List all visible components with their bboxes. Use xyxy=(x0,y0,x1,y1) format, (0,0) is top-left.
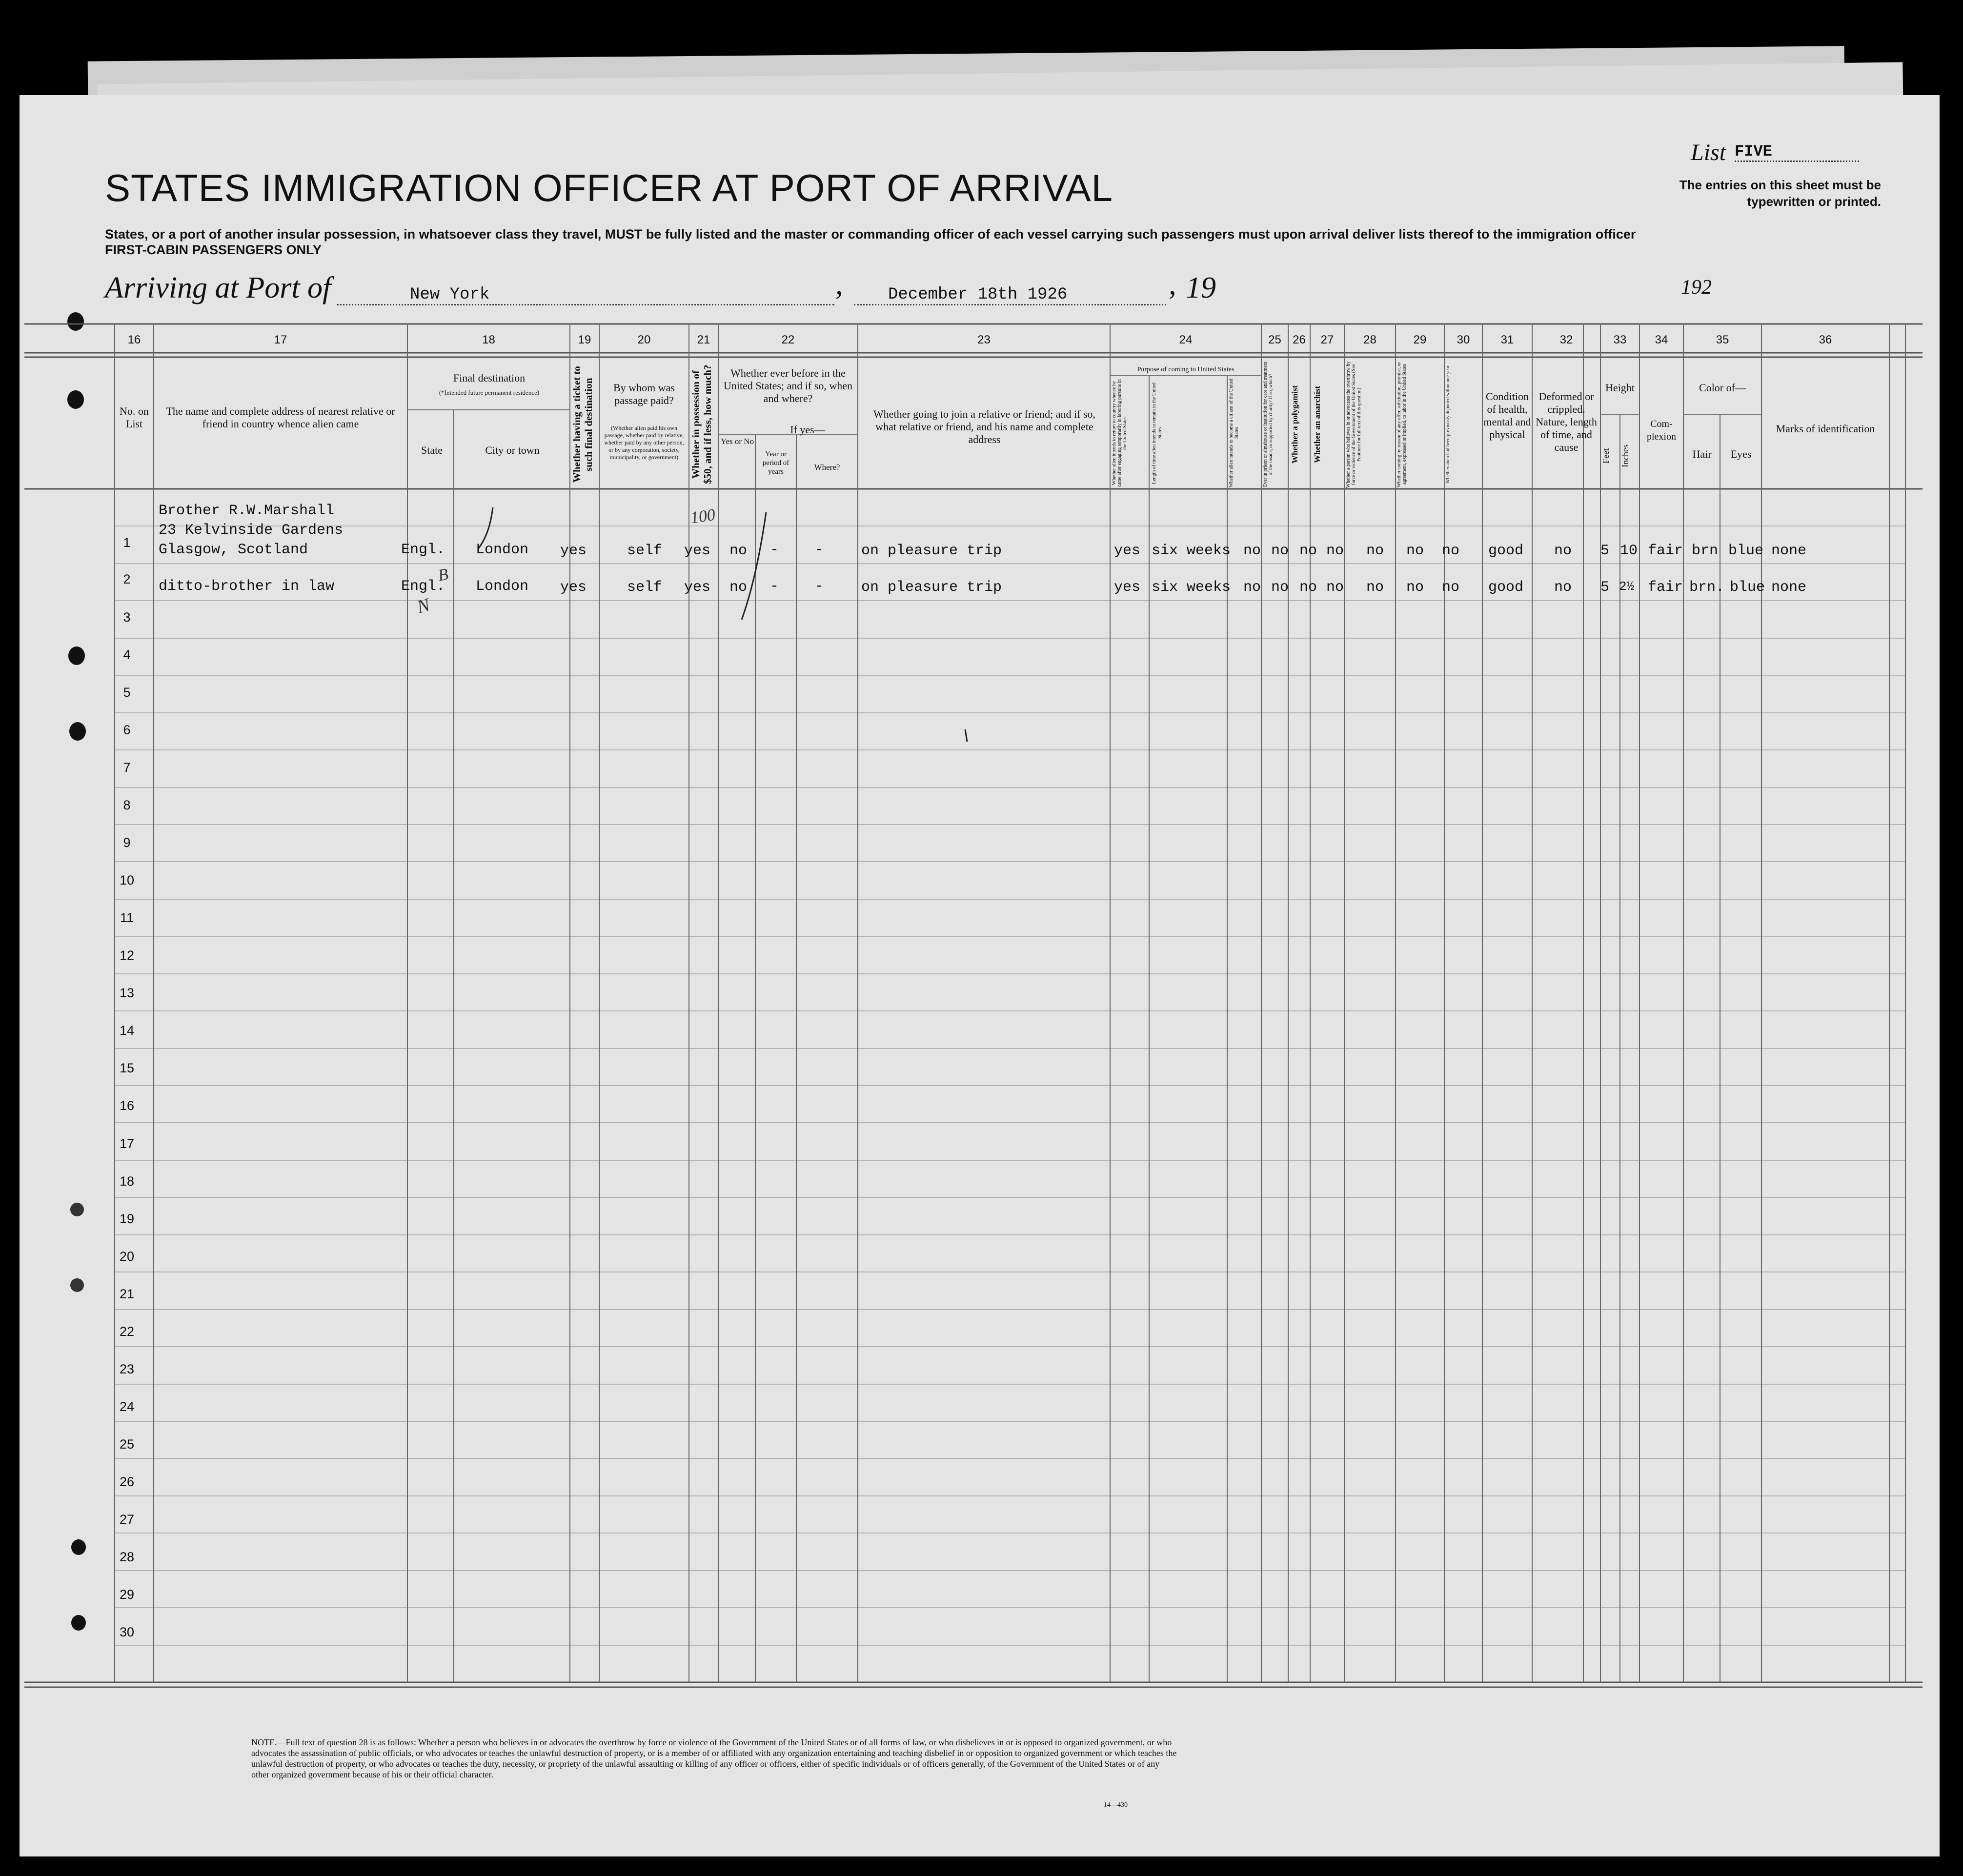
arriving-port-label: Arriving at Port of xyxy=(105,271,331,304)
handwritten-state-mark-2: B xyxy=(436,565,450,585)
header-purpose-citizen: Whether alien intends to become a citizen of the United States xyxy=(1229,379,1239,487)
col-number: 24 xyxy=(1179,333,1193,346)
row-number: 29 xyxy=(119,1587,135,1602)
col-number: 18 xyxy=(482,333,495,346)
comma: , xyxy=(1169,268,1176,301)
header-purpose: Purpose of coming to United States xyxy=(1137,366,1234,373)
row1-eyes: blue xyxy=(1728,543,1764,559)
row2-years: - xyxy=(770,578,779,595)
list-number-value: FIVE xyxy=(1735,142,1859,162)
row1-hair: brn xyxy=(1692,543,1719,559)
header-if-yes: If yes— xyxy=(790,424,825,436)
row1-complexion: fair xyxy=(1648,543,1683,559)
list-label: List xyxy=(1691,140,1726,165)
header-final-destination-sub: (*Intended future permanent residence) xyxy=(439,389,540,396)
row-number: 25 xyxy=(119,1437,135,1452)
col-number: 30 xyxy=(1457,333,1470,346)
row-number: 20 xyxy=(119,1249,135,1264)
row2-complexion: fair xyxy=(1648,579,1683,596)
row-number: 14 xyxy=(119,1023,135,1038)
row2-inches: 2½ xyxy=(1619,579,1635,594)
row2-where: - xyxy=(815,578,824,595)
header-complexion: Com- plexion xyxy=(1647,419,1676,442)
row-number: 16 xyxy=(119,1098,135,1113)
header-polygamist: Whether a polygamist xyxy=(1290,385,1299,464)
col-number: 19 xyxy=(578,333,591,346)
header-ticket: Whether having a ticket to such final destination xyxy=(571,366,594,483)
row2-before: no xyxy=(729,579,748,596)
row2-q28: no xyxy=(1366,579,1384,596)
header-purpose-return: Whether alien intends to return to country whence he came after engaging temporarily in laboring pursuits in the United States xyxy=(1112,379,1128,487)
header-deformed: Deformed or crippled. Nature, length of time, and cause xyxy=(1536,390,1597,453)
row2-deformed: no xyxy=(1554,579,1572,596)
row1-health: good xyxy=(1488,543,1524,559)
row2-fifty: yes xyxy=(684,579,711,596)
header-color-of: Color of— xyxy=(1699,382,1746,394)
row1-where: - xyxy=(815,542,824,558)
row2-return: yes xyxy=(1114,579,1141,596)
header-no-on-list: No. on List xyxy=(120,405,149,430)
row2-ticket: yes xyxy=(560,579,587,596)
row1-inches: 10 xyxy=(1620,543,1638,559)
row2-passage-paid: self xyxy=(627,579,663,596)
header-eyes: Eyes xyxy=(1730,448,1752,460)
row-number: 21 xyxy=(119,1287,135,1301)
handwritten-number: 192 xyxy=(1681,276,1712,299)
port-value: New York xyxy=(337,285,834,305)
row-number: 10 xyxy=(119,873,135,888)
row1-city: London xyxy=(476,542,529,558)
page-title: STATES IMMIGRATION OFFICER AT PORT OF ARRIVAL xyxy=(105,166,1113,209)
header-inches: Inches xyxy=(1620,444,1630,468)
row1-years: - xyxy=(770,542,779,558)
row2-q30: no xyxy=(1442,579,1460,596)
row-number: 18 xyxy=(119,1174,135,1189)
header-passage-paid: By whom was passage paid? xyxy=(613,382,675,406)
header-condition: Condition of health, mental and physical xyxy=(1483,390,1531,441)
arrival-date: December 18th 1926 xyxy=(854,285,1166,305)
header-city: City or town xyxy=(485,444,540,456)
row1-q30: no xyxy=(1442,543,1460,559)
col-number: 31 xyxy=(1500,333,1514,346)
header-feet: Feet xyxy=(1601,448,1611,464)
header-nearest-relative: The name and complete address of nearest relative or friend in country whence alien came xyxy=(166,405,395,430)
header-final-destination: Final destination xyxy=(453,372,526,384)
row-number: 6 xyxy=(123,723,131,737)
col-number: 34 xyxy=(1655,333,1668,346)
row-number: 12 xyxy=(119,948,135,963)
row-number: 1 xyxy=(123,535,131,550)
header-question-28: Whether a person who believes in or advocates the overthrow by force or violence of the Government of the United States (See Footnote for full text of this question) xyxy=(1346,361,1362,488)
row-number: 30 xyxy=(119,1625,135,1639)
header-state: State xyxy=(421,444,443,456)
row-number: 19 xyxy=(119,1211,135,1226)
handwritten-state-mark: N xyxy=(414,594,432,618)
col-number: 32 xyxy=(1559,333,1573,346)
row-number: 4 xyxy=(123,647,131,662)
header-marks: Marks of identification xyxy=(1776,423,1875,435)
first-cabin-label: FIRST-CABIN PASSENGERS ONLY xyxy=(105,242,322,257)
row2-health: good xyxy=(1488,579,1524,596)
row-number: 27 xyxy=(119,1512,135,1527)
typewritten-note: The entries on this sheet must be typewritten or printed. xyxy=(1679,178,1881,209)
col-number: 21 xyxy=(697,333,710,346)
row1-polygamist: no xyxy=(1299,543,1317,559)
row-number: 5 xyxy=(123,685,131,700)
row1-marks: none xyxy=(1771,543,1807,559)
row2-eyes: blue xyxy=(1730,579,1765,596)
row-number: 7 xyxy=(123,760,131,775)
header-hair: Hair xyxy=(1692,448,1712,460)
col-number: 23 xyxy=(977,333,991,346)
header-before-in-us: Whether ever before in the United States; and if so, when and where? xyxy=(724,367,852,404)
row-number: 23 xyxy=(119,1362,135,1376)
row-number: 15 xyxy=(119,1061,135,1075)
row1-deformed: no xyxy=(1554,543,1572,559)
row1-citizen: no xyxy=(1243,543,1261,559)
row2-city: London xyxy=(476,578,529,595)
col-number: 35 xyxy=(1716,333,1729,346)
row2-hair: brn. xyxy=(1689,579,1725,596)
row1-q29: no xyxy=(1406,543,1424,559)
header-passage-paid-sub: (Whether alien paid his own passage, whether paid by relative, whether paid by any other person, or by any corporation, society, municipality, or government) xyxy=(604,424,684,461)
row2-prison: no xyxy=(1271,579,1289,596)
row1-feet: 5 xyxy=(1600,543,1610,559)
row1-return: yes xyxy=(1114,543,1141,559)
row1-relative-line3: Glasgow, Scotland xyxy=(159,542,308,558)
notice-text: States, or a port of another insular possession, in whatsoever class they travel, MUST be fully listed and the master or commanding officer of each vessel carrying such passengers must upon arrival deliver lists thereof to the immigration officer xyxy=(105,227,1636,242)
row-number: 2 xyxy=(123,572,131,586)
row-number: 17 xyxy=(119,1136,135,1151)
header-purpose-length: Length of time alien intends to remain in the United States xyxy=(1152,382,1163,484)
row1-q28: no xyxy=(1366,543,1384,559)
comma: , xyxy=(835,268,843,301)
header-where: Where? xyxy=(814,463,840,472)
col-number: 33 xyxy=(1613,333,1627,346)
row2-feet: 5 xyxy=(1600,579,1610,596)
row-number: 13 xyxy=(119,986,135,1000)
row2-length: six weeks xyxy=(1152,579,1231,596)
row1-relative-line1: Brother R.W.Marshall xyxy=(159,503,335,519)
col-number: 17 xyxy=(274,333,287,346)
col-number: 26 xyxy=(1293,333,1306,346)
row-number: 22 xyxy=(119,1324,135,1339)
row1-join: on pleasure trip xyxy=(861,543,1002,559)
row1-passage-paid: self xyxy=(627,543,663,559)
col-number: 36 xyxy=(1819,333,1832,346)
row2-q29: no xyxy=(1406,579,1424,596)
row-number: 9 xyxy=(123,835,131,850)
row1-before: no xyxy=(729,543,748,559)
row2-state: Engl. xyxy=(401,578,445,595)
header-year-period: Year or period of years xyxy=(762,450,789,476)
header-height: Height xyxy=(1605,382,1635,394)
handwritten-amount: 100 xyxy=(689,505,717,527)
row1-ticket: yes xyxy=(560,543,587,559)
row-number: 24 xyxy=(119,1399,135,1414)
header-prison: Ever in prison or almshouse or institution for care and treatment of the insane, or supported by charity? If so, which? xyxy=(1263,362,1274,487)
form-number: 14—430 xyxy=(1104,1801,1128,1809)
col-number: 20 xyxy=(637,333,651,346)
col-number: 29 xyxy=(1413,333,1427,346)
row1-relative-line2: 23 Kelvinside Gardens xyxy=(159,522,344,539)
footnote-question-28: NOTE.—Full text of question 28 is as follows: Whether a person who believes in or advocates the overthrow by force or violence of the Government of the United States or of all forms of law, or who disbelieves in or is opposed to organized government, or who advocates the assassination of public officials, or who advocates or teaches the unlawful destruction of property, or is a member of or affiliated with any organization entertaining and teaching disbelief in or opposition to organized government or which teaches the unlawful destruction of property, or who advocates or teaches the duty, necessity, or propriety of the unlawful assaulting or killing of any officer or officers, either of specific individuals or of officers generally, of the Government of the United States or of any other organized government because of his or their official character. xyxy=(251,1737,1177,1779)
col-number: 27 xyxy=(1320,333,1334,346)
row2-relative: ditto-brother in law xyxy=(159,578,335,595)
row2-join: on pleasure trip xyxy=(861,579,1002,596)
row-number: 11 xyxy=(120,910,134,925)
col-number: 22 xyxy=(781,333,795,346)
row-number: 3 xyxy=(123,610,131,625)
col-number: 28 xyxy=(1363,333,1376,346)
row1-fifty: yes xyxy=(684,543,711,559)
row-number: 28 xyxy=(119,1550,135,1564)
header-question-30: Whether alien had been previously deported within one year xyxy=(1445,365,1451,484)
row-number: 8 xyxy=(123,798,131,812)
header-anarchist: Whether an anarchist xyxy=(1313,385,1322,464)
header-question-29: Whether coming by reason of any offer, solicitation, promise, or agreement, expressed or implied, to labor in the United States xyxy=(1396,362,1407,487)
row-number: 26 xyxy=(119,1474,135,1489)
row1-state: Engl. xyxy=(401,542,445,558)
row2-anarchist: no xyxy=(1326,579,1344,596)
col-number: 16 xyxy=(127,333,141,346)
row1-anarchist: no xyxy=(1326,543,1344,559)
row2-polygamist: no xyxy=(1299,579,1317,596)
header-fifty-dollars: Whether in possession of $50, and if less, how much? xyxy=(690,364,713,484)
header-join-relative: Whether going to join a relative or friend; and if so, what relative or friend, and his name and complete address xyxy=(873,408,1096,445)
row1-length: six weeks xyxy=(1152,543,1231,559)
year-prefix: 19 xyxy=(1186,271,1216,304)
row2-marks: none xyxy=(1771,579,1807,596)
row1-prison: no xyxy=(1271,543,1289,559)
col-number: 25 xyxy=(1268,333,1281,346)
row2-citizen: no xyxy=(1243,579,1261,596)
header-yes-or-no: Yes or No xyxy=(720,437,754,446)
